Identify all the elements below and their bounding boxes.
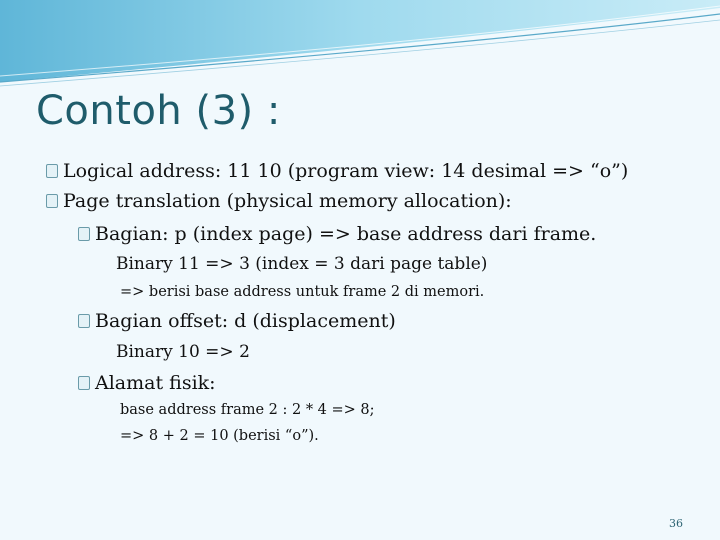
detail-text: Binary 11 => 3 (index = 3 dari page table) [116,254,488,274]
detail-text: base address frame 2 : 2 * 4 => 8; [120,402,375,418]
detail-text: => berisi base address untuk frame 2 di memori. [120,284,485,300]
slide-title: Contoh (3) : [36,88,281,134]
detail-binary-11 [116,254,487,274]
bullet-icon [78,227,90,241]
bullet-icon [78,314,90,328]
bullet-icon [46,194,58,208]
bullet-text: Page translation (physical memory allocation): [63,190,512,212]
detail-result [120,428,319,444]
bullet-text: Bagian offset: d (displacement) [95,310,396,332]
detail-frame-calc [120,402,375,418]
sub-bullet-alamat-fisik [78,372,216,394]
header-swoosh-decoration [0,0,720,90]
sub-bullet-bagian-page [78,223,596,245]
detail-text: => 8 + 2 = 10 (berisi “o”). [120,428,319,444]
bullet-logical-address [46,160,628,182]
sub-bullet-bagian-offset [78,310,396,332]
bullet-page-translation [46,190,512,212]
bullet-text: Alamat fisik: [95,372,216,394]
detail-base-address [120,284,484,300]
detail-binary-10 [116,342,250,362]
bullet-text: Logical address: 11 10 (program view: 14 desimal => “o”) [63,160,629,182]
page-number: 36 [669,517,683,530]
bullet-icon [46,164,58,178]
bullet-text: Bagian: p (index page) => base address dari frame. [95,223,597,245]
bullet-icon [78,376,90,390]
detail-text: Binary 10 => 2 [116,342,250,362]
